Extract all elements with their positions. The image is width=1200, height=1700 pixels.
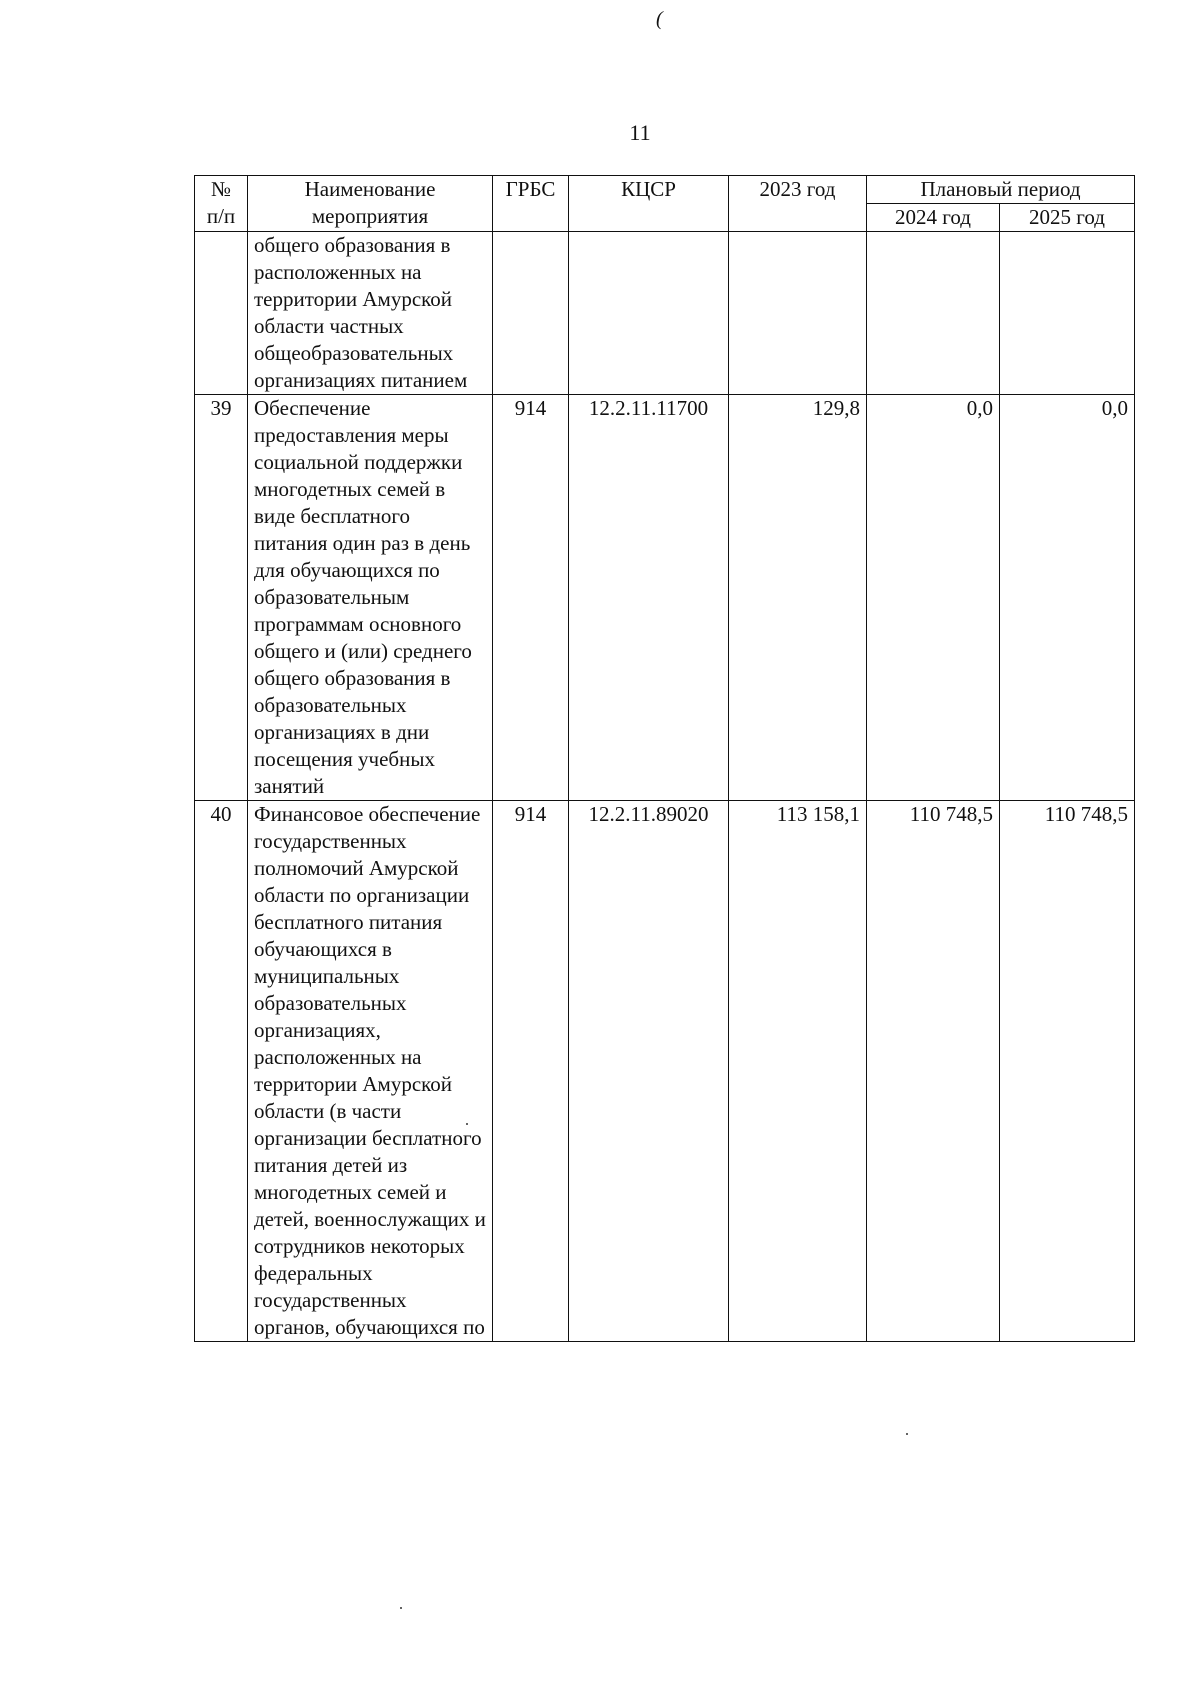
scan-speck <box>400 1607 402 1609</box>
header-planned-period: Плановый период <box>867 176 1135 204</box>
budget-table <box>194 175 1135 1342</box>
header-kcsr: КЦСР <box>569 176 729 232</box>
handwritten-mark: ( <box>656 8 663 30</box>
header-grbs: ГРБС <box>493 176 569 232</box>
row-grbs: 914 <box>493 801 569 1342</box>
row-2025 <box>1000 232 1135 395</box>
row-name: Обеспечение предоставления меры социальной поддержки многодетных семей в виде бесплатного питания один раз в день для обучающихся по образовательным программам основного общего и (или) среднего общего образования в образовательных организациях в дни посещения учебных занятий <box>248 395 493 801</box>
row-2023: 129,8 <box>729 395 867 801</box>
row-grbs <box>493 232 569 395</box>
row-2024: 110 748,5 <box>867 801 1000 1342</box>
row-2023 <box>729 232 867 395</box>
row-grbs: 914 <box>493 395 569 801</box>
table-row <box>195 395 1135 801</box>
row-2025: 0,0 <box>1000 395 1135 801</box>
page-number: 11 <box>629 120 651 145</box>
scan-speck <box>906 1433 908 1435</box>
table-row <box>195 232 1135 395</box>
row-num: 40 <box>195 801 248 1342</box>
header-2024: 2024 год <box>867 204 1000 232</box>
row-2024: 0,0 <box>867 395 1000 801</box>
header-2025: 2025 год <box>1000 204 1135 232</box>
row-2025: 110 748,5 <box>1000 801 1135 1342</box>
row-name: Финансовое обеспечение государственных полномочий Амурской области по организации бесплатного питания обучающихся в муниципальных образовательных организациях, расположенных на территории Амурской области (в части организации бесплатного питания детей из многодетных семей и детей, военнослужащих и сотрудников некоторых федеральных государственных органов, обучающихся по <box>248 801 493 1342</box>
row-num <box>195 232 248 395</box>
row-kcsr <box>569 232 729 395</box>
header-2023: 2023 год <box>729 176 867 232</box>
header-num: № п/п <box>195 176 248 232</box>
row-2023: 113 158,1 <box>729 801 867 1342</box>
row-kcsr: 12.2.11.89020 <box>569 801 729 1342</box>
scan-speck <box>466 1123 468 1125</box>
header-name: Наименование мероприятия <box>248 176 493 232</box>
row-num: 39 <box>195 395 248 801</box>
row-kcsr: 12.2.11.11700 <box>569 395 729 801</box>
row-name: общего образования в расположенных на территории Амурской области частных общеобразовательных организациях питанием <box>248 232 493 395</box>
table-row <box>195 801 1135 1342</box>
row-2024 <box>867 232 1000 395</box>
